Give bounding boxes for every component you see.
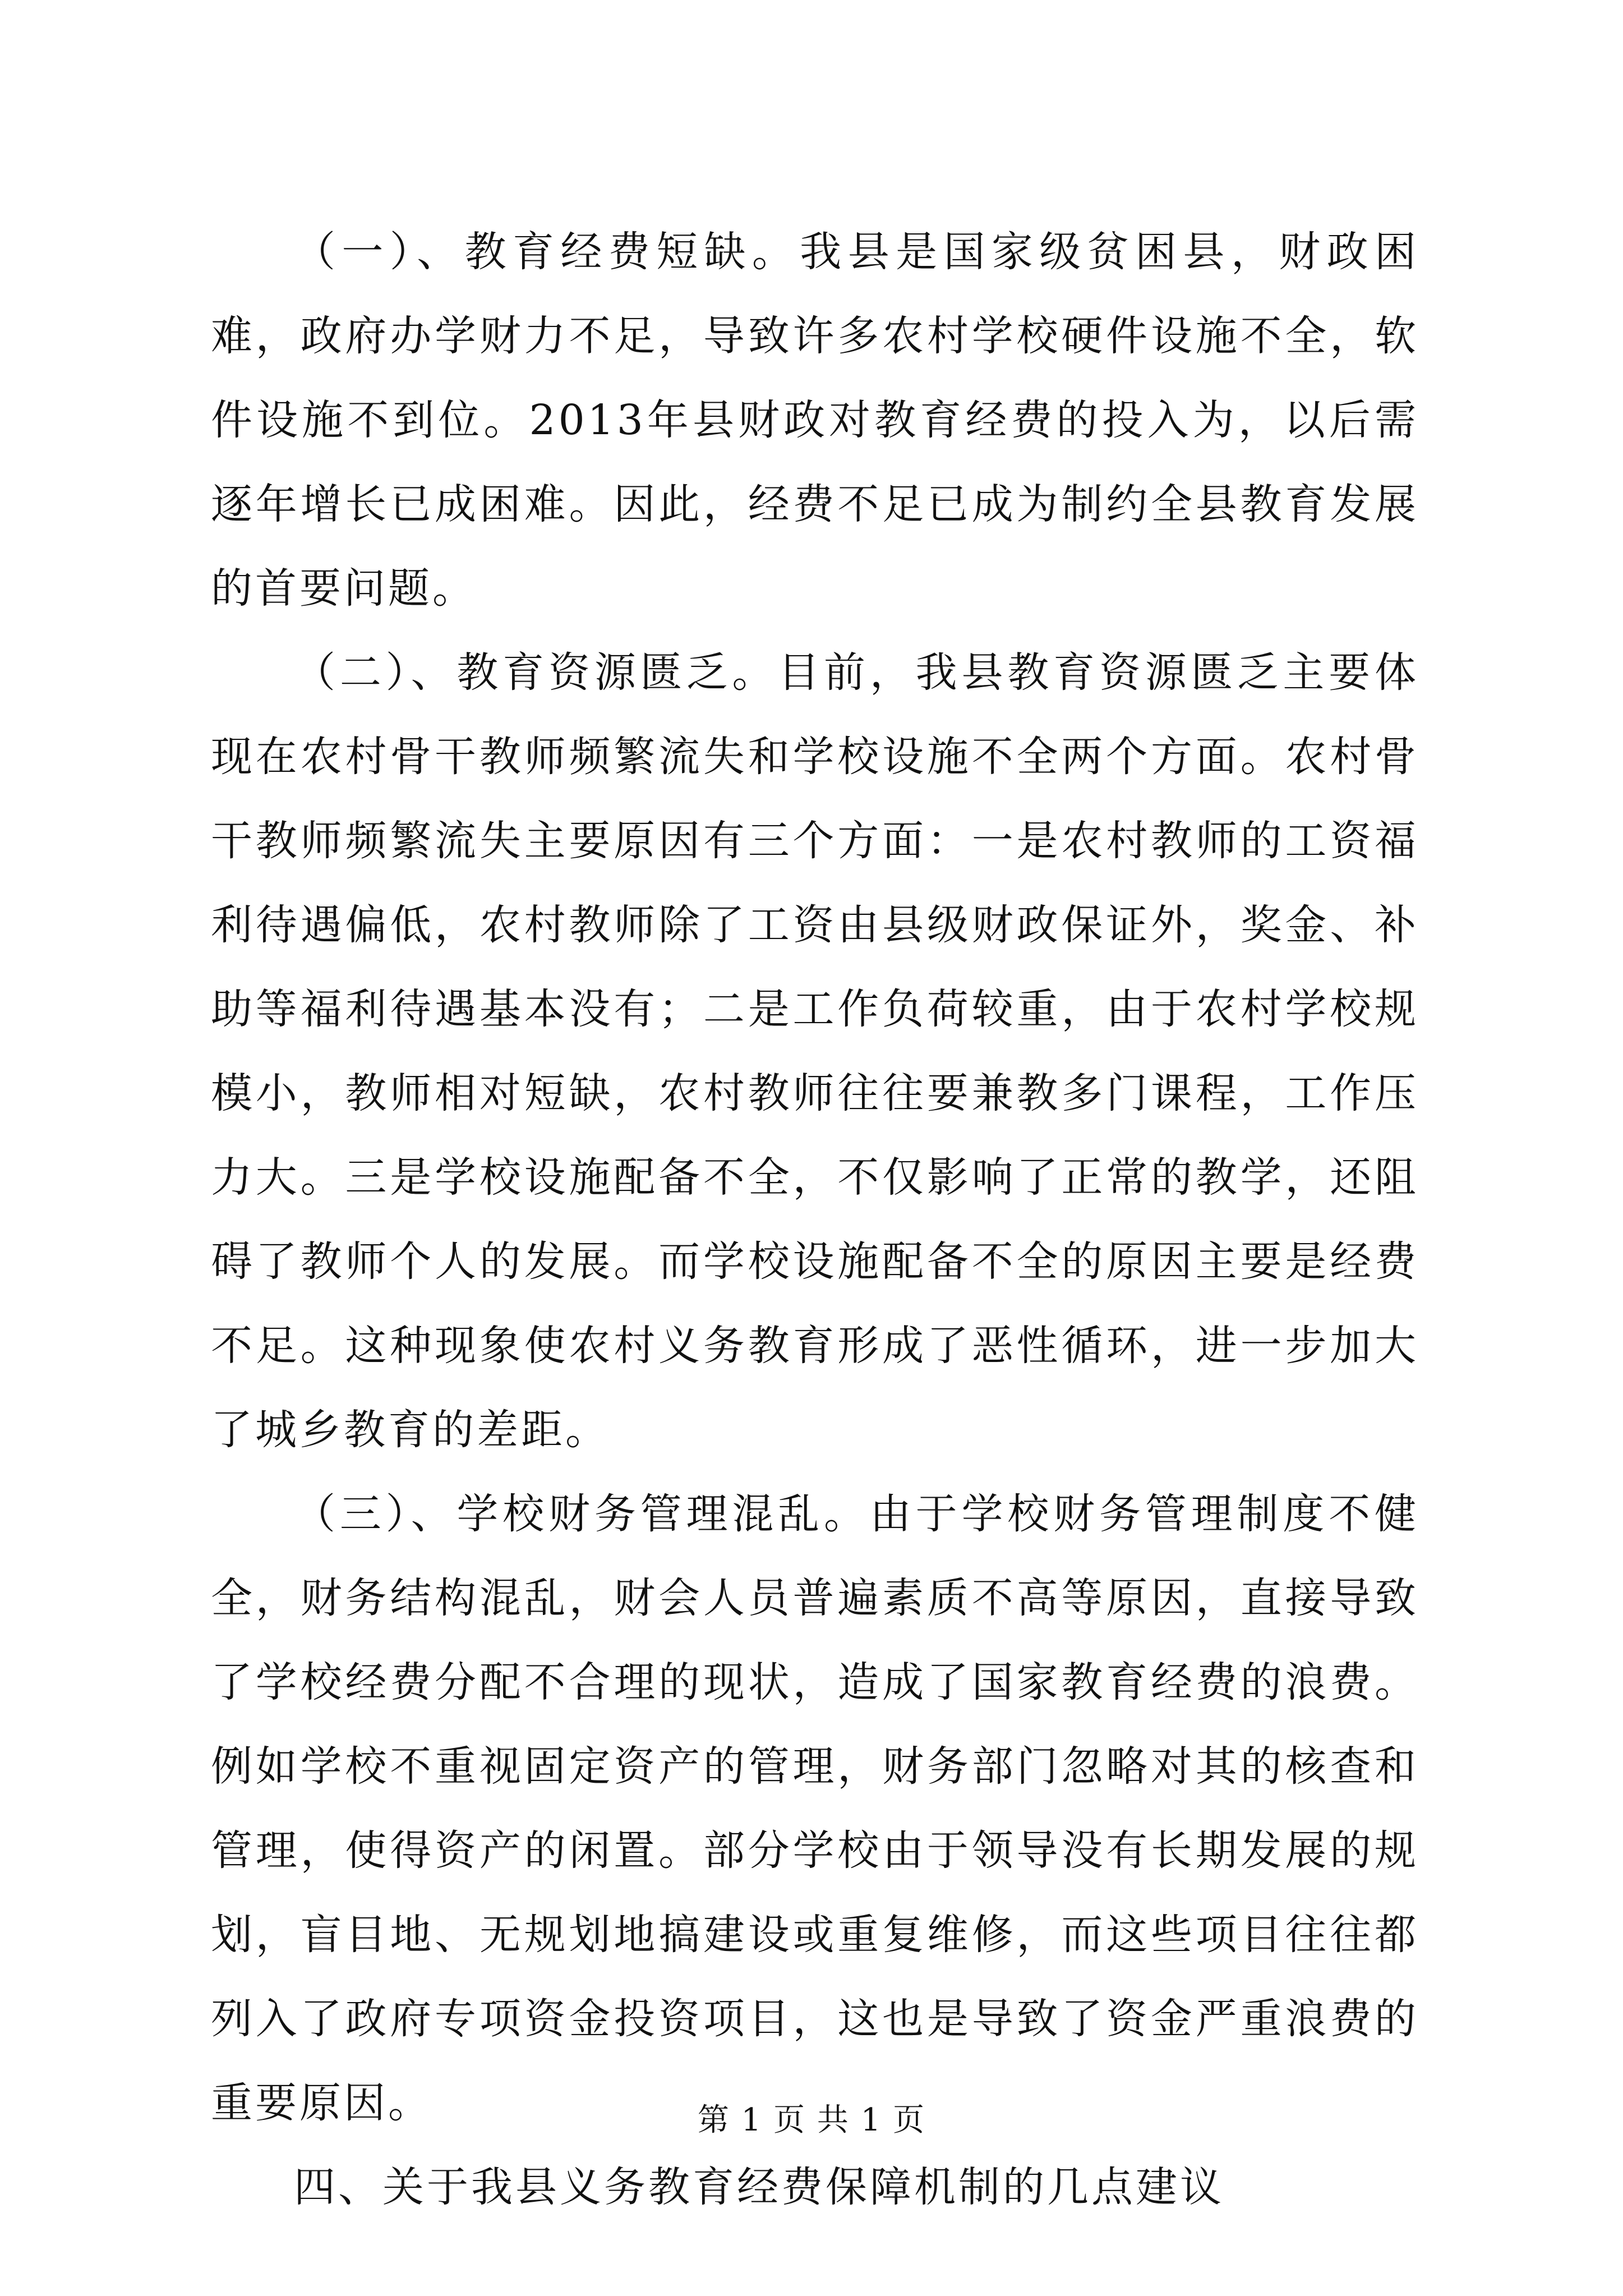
page-number-label: 第 1 页 共 1 页 xyxy=(697,2102,926,2138)
page-footer xyxy=(0,2098,1623,2143)
paragraph-education-resource-scarcity: （二）、教育资源匮乏。目前，我县教育资源匮乏主要体现在农村骨干教师频繁流失和学校设施不全两个方面。农村骨干教师频繁流失主要原因有三个方面：一是农村教师的工资福利待遇偏低，农村教师除了工资由县级财政保证外，奖金、补助等福利待遇基本没有；二是工作负荷较重，由于农村学校规模小，教师相对短缺，农村教师往往要兼教多门课程，工作压力大。三是学校设施配备不全，不仅影响了正常的教学，还阻碍了教师个人的发展。而学校设施配备不全的原因主要是经费不足。这种现象使农村义务教育形成了恶性循环，进一步加大了城乡教育的差距。 xyxy=(211,648,1419,1454)
paragraph-education-funding-shortage: （一）、教育经费短缺。我县是国家级贫困县，财政困难，政府办学财力不足，导致许多农村学校硬件设施不全，软件设施不到位。2013年县财政对教育经费的投入为，以后需逐年增长已成困难。因此，经费不足已成为制约全县教育发展的首要问题。 xyxy=(211,228,1419,613)
section-heading: 四、关于我县义务教育经费保障机制的几点建议 xyxy=(294,2163,1224,2211)
document-body xyxy=(211,210,1419,2229)
paragraph-school-finance-management: （三）、学校财务管理混乱。由于学校财务管理制度不健全，财务结构混乱，财会人员普遍素质不高等原因，直接导致了学校经费分配不合理的现状，造成了国家教育经费的浪费。例如学校不重视固定资产的管理，财务部门忽略对其的核查和管理，使得资产的闲置。部分学校由于领导没有长期发展的规划，盲目地、无规划地搞建设或重复维修，而这些项目往往都列入了政府专项资金投资项目，这也是导致了资金严重浪费的重要原因。 xyxy=(211,1490,1419,2127)
